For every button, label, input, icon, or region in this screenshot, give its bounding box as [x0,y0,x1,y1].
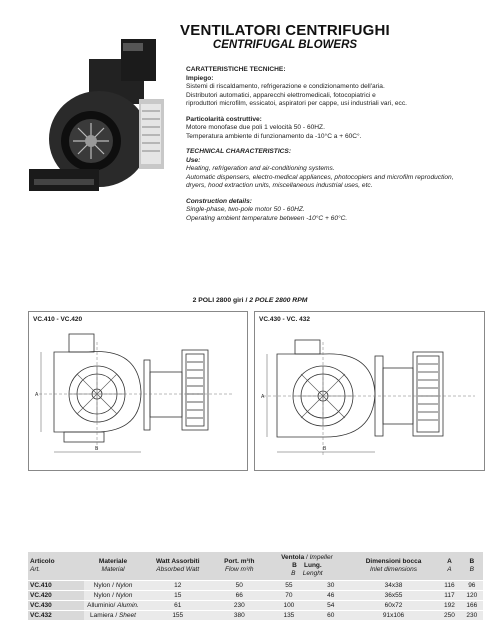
col-inlet: Dimensioni bocca Inlet dimensions [349,552,439,581]
col-b: B B [461,552,483,581]
cell-impeller-b: 70 [265,591,313,601]
cell-length: 30 [313,581,349,591]
cell-code: VC.410 [28,581,84,591]
spec-table [28,552,483,620]
cell-length: 46 [313,591,349,601]
poles-it: 2 POLI 2800 giri / [192,297,248,304]
specs-it-construction-heading: Particolarità costruttive: [186,115,262,123]
col-flow: Port. m³/h Flow m³/h [213,552,265,581]
dim-b-label: B [323,446,327,452]
cell-material: Nylon / Nylon [84,591,142,601]
specs-it-use-line: Sistemi di riscaldamento, refrigerazione e condizionamento dell'aria. [186,83,385,90]
specs-en-use-line: Heating, refrigeration and air-conditioning systems. [186,165,335,172]
cell-a: 192 [438,601,460,611]
cell-code: VC.432 [28,611,84,621]
cell-impeller-b: 100 [265,601,313,611]
cell-watt: 12 [142,581,213,591]
table-header-row [28,552,483,581]
dim-a-label: A [35,392,39,398]
specs-it-use-heading: Impiego: [186,74,214,82]
specs-en-use-line: dryers, hood extraction units, miscellaneous industrial uses, etc. [186,182,373,189]
cell-inlet: 34x38 [349,581,439,591]
cell-watt: 15 [142,591,213,601]
cell-material: Alluminio/ Alumin. [84,601,142,611]
drawing-right-label: VC.430 - VC. 432 [259,316,310,323]
col-a: A A [438,552,460,581]
table-row [28,591,483,601]
page-title: VENTILATORI CENTRIFUGHI [180,22,390,39]
specs-it-use-line: Distributori automatici, apparecchi elettromedicali, fotocopiatrici e [186,91,376,99]
specs-en-use-heading: Use: [186,156,201,164]
cell-code: VC.430 [28,601,84,611]
cell-watt: 155 [142,611,213,621]
cell-b: 230 [461,611,483,621]
cell-inlet: 60x72 [349,601,439,611]
cell-flow: 230 [213,601,265,611]
specs-en-use-line: Automatic dispensers, electro-medical appliances, photocopiers and microfilm reproduction, [186,173,454,181]
table-row [28,581,483,591]
cell-impeller-b: 55 [265,581,313,591]
cell-material: Nylon / Nylon [84,581,142,591]
specs-it-use-line: riproduttori microfilm, essicatoi, aspiratori per cappe, usi industriali vari, ecc. [186,100,407,107]
cell-length: 60 [313,611,349,621]
cell-a: 117 [438,591,460,601]
dim-b-label: B [95,446,99,452]
col-impeller: Ventola / Impeller B Lung. B Lenght [265,552,349,581]
poles-heading [0,297,500,304]
title-block [180,22,390,51]
page-subtitle: CENTRIFUGAL BLOWERS [212,39,358,51]
specs-en-construction-line: Operating ambient temperature between -10°C + 60°C. [186,214,348,222]
drawing-right-svg [255,312,484,470]
cell-material: Lamiera / Sheet [84,611,142,621]
cell-flow: 66 [213,591,265,601]
col-material: Materiale Material [84,552,142,581]
drawing-vc430-vc432 [254,311,485,471]
cell-b: 120 [461,591,483,601]
cell-flow: 380 [213,611,265,621]
dim-a-label: A [261,394,265,400]
cell-code: VC.420 [28,591,84,601]
cell-b: 166 [461,601,483,611]
specs-en-construction-heading: Construction details: [186,197,252,205]
specs-it-heading: CARATTERISTICHE TECNICHE: [186,66,286,73]
table-row [28,601,483,611]
specifications [186,66,476,230]
cell-b: 96 [461,581,483,591]
cell-a: 250 [438,611,460,621]
col-watt: Watt Assorbiti Absorbed Watt [142,552,213,581]
drawing-left-label: VC.410 - VC.420 [33,316,83,323]
cell-watt: 61 [142,601,213,611]
cell-inlet: 36x55 [349,591,439,601]
table-row [28,611,483,621]
cell-a: 116 [438,581,460,591]
cell-inlet: 91x106 [349,611,439,621]
specs-it-construction-line: Motore monofase due poli 1 velocità 50 - 60HZ. [186,124,325,131]
blower-photo [29,29,179,194]
drawing-left-svg [29,312,247,470]
specs-it-construction-line: Temperatura ambiente di funzionamento da -10°C a + 60C°. [186,132,362,140]
cell-length: 54 [313,601,349,611]
cell-impeller-b: 135 [265,611,313,621]
drawing-vc410-vc420 [28,311,248,471]
poles-en: 2 POLE 2800 RPM [249,297,308,304]
cell-flow: 50 [213,581,265,591]
col-art: Articolo Art. [28,552,84,581]
specs-en-heading: TECHNICAL CHARACTERISTICS: [186,148,292,155]
specs-en-construction-line: Single-phase, two-pole motor 50 - 60HZ. [186,206,305,213]
